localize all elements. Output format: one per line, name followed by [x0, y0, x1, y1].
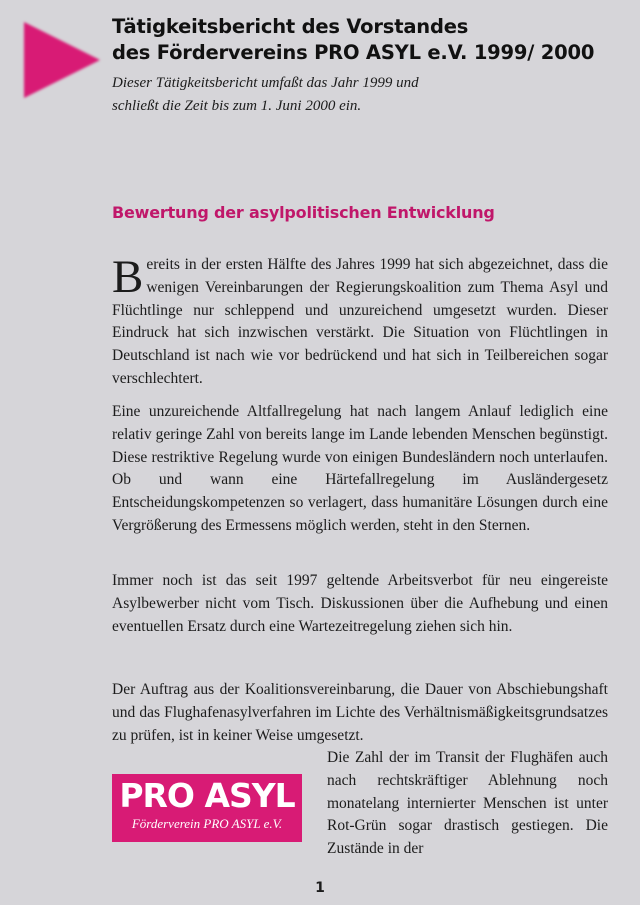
logo-main-text: PRO ASYL — [119, 776, 295, 815]
page-number: 1 — [315, 880, 325, 896]
section-heading: Bewertung der asylpolitischen Entwicklung — [112, 203, 495, 222]
paragraph-1 — [112, 251, 608, 391]
paragraph-3: Immer noch ist das seit 1997 geltende Arbeitsverbot für neu eingereiste Asylbewerber nicht vom Tisch. Diskussionen über die Aufhebung und einen eventuellen Ersatz durch eine Wartezeitregelung ziehen sich hin. — [112, 572, 608, 635]
logo-subtext: Förderverein PRO ASYL e.V. — [131, 816, 283, 831]
title-line-2: des Fördervereins PRO ASYL e.V. 1999/ 2000 — [112, 41, 595, 64]
paragraph-4: Der Auftrag aus der Koalitionsvereinbarung, die Dauer von Abschiebungshaft und das Flughafenasylverfahren im Lichte des Verhältnismäßigkeitsgrundsatzes zu prüfen, ist in keiner Weise umgesetzt. — [112, 681, 608, 744]
subtitle-line-2: schließt die Zeit bis zum 1. Juni 2000 ein. — [112, 98, 362, 114]
paragraph-4-continued: Die Zahl der im Transit der Flughäfen auch nach rechtskräftiger Ablehnung noch monatelang internierter Menschen ist unter Rot-Grün sogar drastisch gestiegen. Die Zustände in der — [327, 749, 608, 858]
paragraph-2: Eine unzureichende Altfallregelung hat nach langem Anlauf lediglich eine relativ geringe Zahl von bereits lange im Lande lebenden Menschen begünstigt. Diese restriktive Regelung wurde von einigen Bundesländern noch unterlaufen. Ob und wann eine Härtefallregelung im Ausländergesetz Entscheidungskompetenzen so verlagert, dass humanitäre Lösungen durch eine Vergrößerung des Ermessens möglich werden, steht in den Sternen. — [112, 403, 608, 534]
paragraph-1-text: ereits in der ersten Hälfte des Jahres 1999 hat sich abgezeichnet, dass die wenigen Vereinbarungen der Regierungskoalition zum Thema Asyl und Flüchtlinge nur schleppend und unzureichend umgesetzt wurden. Dieser Eindruck hat sich inzwischen verstärkt. Die Situation von Flüchtlingen in Deutschland ist nach wie vor bedrückend und hat sich in Teilbereichen sogar verschlechtert. — [112, 256, 608, 387]
page-title — [112, 14, 612, 66]
triangle-marker-icon — [24, 22, 100, 98]
pro-asyl-logo — [112, 774, 302, 842]
title-line-1: Tätigkeitsbericht des Vorstandes — [112, 15, 469, 38]
subtitle-line-1: Dieser Tätigkeitsbericht umfaßt das Jahr 1999 und — [112, 75, 419, 91]
page-subtitle — [112, 72, 612, 118]
drop-cap: B — [112, 251, 144, 303]
